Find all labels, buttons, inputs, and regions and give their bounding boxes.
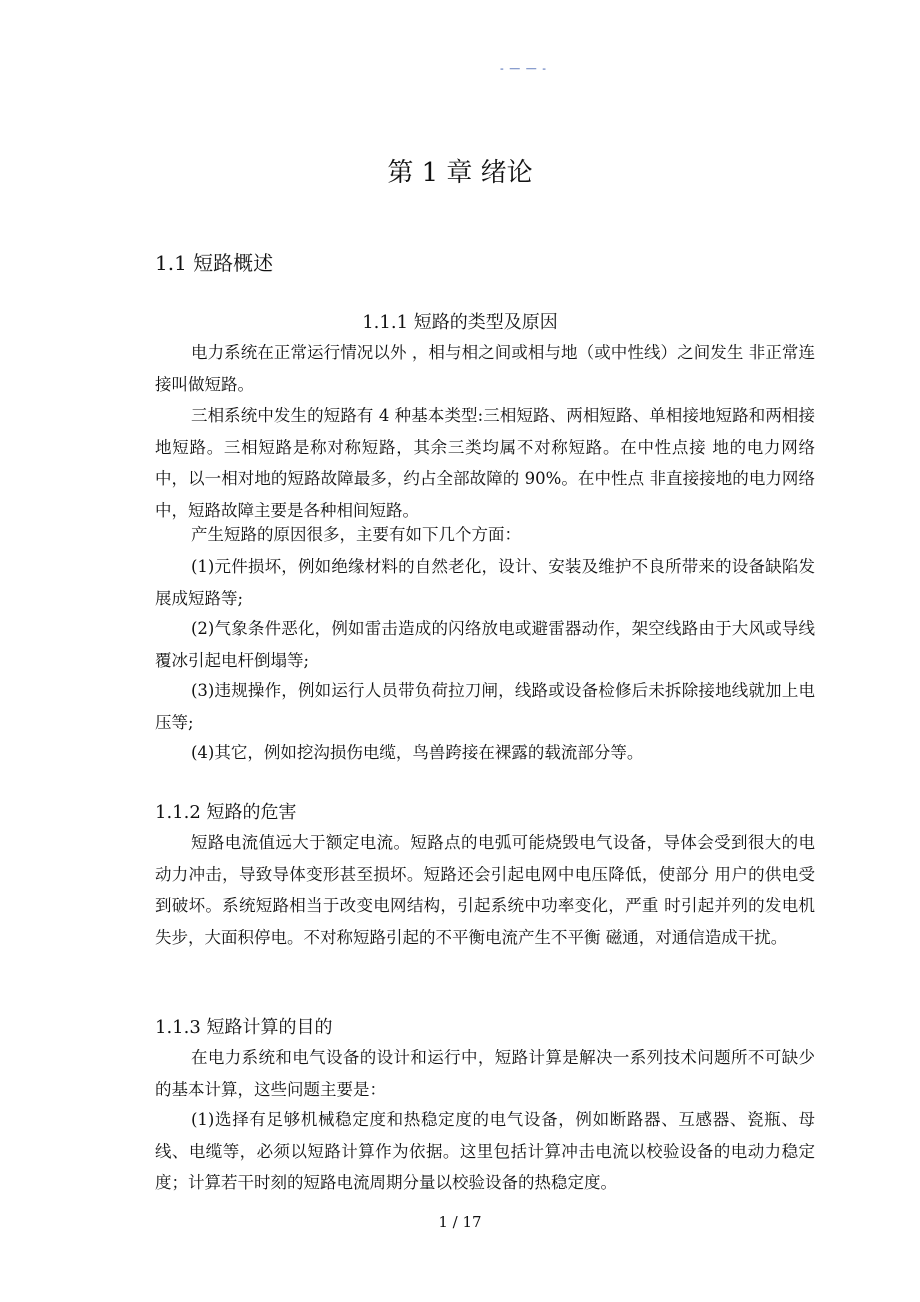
list-item: (3)违规操作，例如运行人员带负荷拉刀闸，线路或设备检修后未拆除接地线就加上电压等;	[155, 681, 815, 732]
paragraph: 三相系统中发生的短路有 4 种基本类型:三相短路、两相短路、单相接地短路和两相接地短路。三相短路是称对称短路，其余三类均属不对称短路。在中性点接 地的电力网络中，以一相对地的短路故障最多，约占全部故障的 90%。在中性点 非直接接地的电力网络中，短路故障主要是各种相间短路。	[155, 406, 815, 520]
paragraph: 电力系统在正常运行情况以外 ，相与相之间或相与地（或中性线）之间发生 非正常连接叫做短路。	[155, 343, 815, 394]
list-item: (1)元件损坏，例如绝缘材料的自然老化，设计、安装及维护不良所带来的设备缺陷发展成短路等;	[155, 557, 815, 608]
section-heading-1-1: 1.1 短路概述	[155, 251, 274, 275]
list-item: (4)其它，例如挖沟损伤电缆，鸟兽跨接在裸露的载流部分等。	[191, 743, 644, 762]
section-heading-1-1-3: 1.1.3 短路计算的目的	[155, 1017, 333, 1038]
list-item: (1)选择有足够机械稳定度和热稳定度的电气设备，例如断路器、互感器、瓷瓶、母线、电缆等，必须以短路计算作为依据。这里包括计算冲击电流以校验设备的电动力稳定度；计算若干时刻的短路电流周期分量以校验设备的热稳定度。	[155, 1110, 815, 1192]
paragraph: 在电力系统和电气设备的设计和运行中，短路计算是解决一系列技术问题所不可缺少的基本计算，这些问题主要是：	[155, 1048, 815, 1099]
header-mark: - — — -	[500, 62, 547, 75]
list-item: (2)气象条件恶化，例如雷击造成的闪络放电或避雷器动作，架空线路由于大风或导线覆冰引起电杆倒塌等;	[155, 619, 815, 670]
paragraph: 产生短路的原因很多，主要有如下几个方面：	[191, 525, 521, 544]
section-heading-1-1-2: 1.1.2 短路的危害	[155, 802, 297, 823]
section-heading-1-1-1: 1.1.1 短路的类型及原因	[362, 312, 558, 333]
page-number: 1 / 17	[438, 1213, 482, 1231]
paragraph: 短路电流值远大于额定电流。短路点的电弧可能烧毁电气设备，导体会受到很大的电动力冲击，导致导体变形甚至损坏。短路还会引起电网中电压降低，使部分 用户的供电受到破坏。系统短路相当于改变电网结构，引起系统中功率变化，严重 时引起并列的发电机失步，大面积停电。不对称短路引起的不平衡电流产生不平衡 磁通，对通信造成干扰。	[155, 833, 815, 947]
chapter-title: 第 1 章 绪论	[387, 158, 533, 188]
